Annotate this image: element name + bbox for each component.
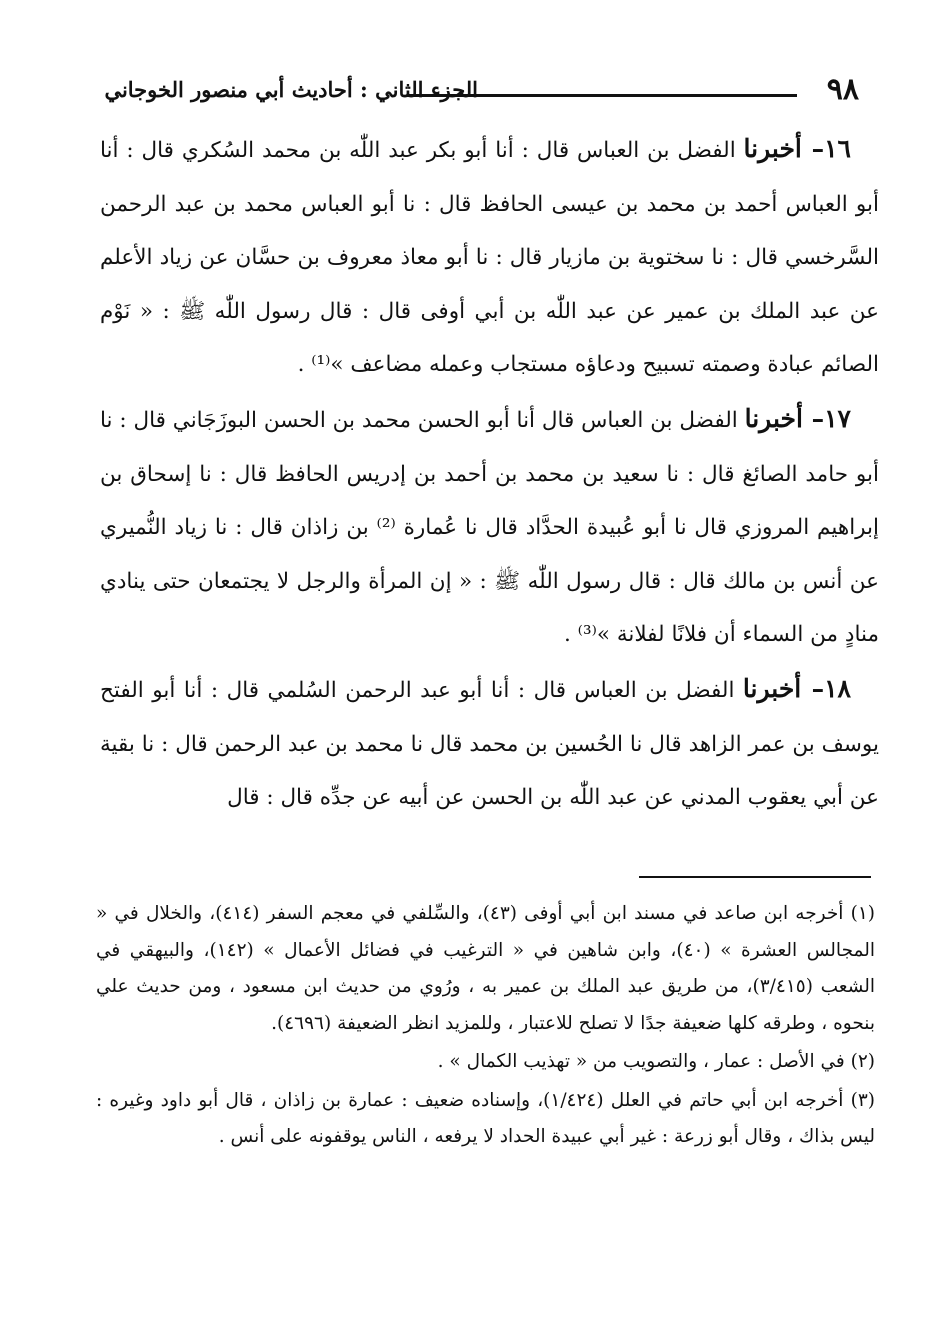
hadith-lead: أخبرنا (743, 134, 802, 163)
hadith-text: الفضل بن العباس قال : أنا أبو بكر عبد اللّٰه بن محمد السُكري قال : أنا أبو العباس أحمد بن محمد بن عيسى الحافظ قال : نا أبو العباس محمد بن عبد الرحمن السَّرخسي قال : نا سختوية بن مازيار قال : نا أبو معاذ معروف بن حسَّان عن زياد الأعلم عن عبد الملك بن عمير عن عبد اللّٰه بن أبي أوفى قال : قال رسول اللّٰه ﷺ : « نَوْم الصائم عبادة وصمته تسبيح ودعاؤه مستجاب وعمله مضاعف »⁽¹⁾ . (100, 138, 879, 378)
hadith-16: ١٦– أخبرنا الفضل بن العباس قال : أنا أبو بكر عبد اللّٰه بن محمد السُكري قال : أنا أبو العباس أحمد بن محمد بن عيسى الحافظ قال : نا أبو العباس محمد بن عبد الرحمن السَّرخسي قال : نا سختوية بن مازيار قال : نا أبو معاذ معروف بن حسَّان عن زياد الأعلم عن عبد الملك بن عمير عن عبد اللّٰه بن أبي أوفى قال : قال رسول اللّٰه ﷺ : « نَوْم الصائم عبادة وصمته تسبيح ودعاؤه مستجاب وعمله مضاعف »⁽¹⁾ . (100, 134, 879, 378)
footnote-text: في الأصل : عمار ، والتصويب من « تهذيب الكمال » . (437, 1051, 845, 1072)
page-number: ٩٨ (826, 72, 859, 107)
footnote-3 (96, 1083, 875, 1156)
hadith-text: الفضل بن العباس قال أنا أبو الحسن محمد بن الحسن البوزَجَاني قال : نا أبو حامد الصائغ قال : نا سعيد بن محمد بن أحمد بن إدريس الحافظ قال : نا إسحاق بن إبراهيم المروزي قال نا أبو عُبيدة الحدَّاد قال نا عُمارة ⁽²⁾ بن زاذان قال : نا زياد النُّميري عن أنس بن مالك قال : قال رسول اللّٰه ﷺ : « إن المرأة والرجل لا يجتمعان حتى ينادي منادٍ من السماء أن فلانًا لفلانة »⁽³⁾ . (100, 407, 879, 648)
running-title: الجزء الثاني : أحاديث أبي منصور الخوجاني (104, 77, 478, 102)
footnote-number: (١) (850, 903, 876, 924)
hadith-text: الفضل بن العباس قال : أنا أبو عبد الرحمن السُلمي قال : أنا أبو الفتح يوسف بن عمر الزاهد قال نا الحُسين بن محمد قال نا محمد بن عبد الرحمن قال : نا بقية عن أبي يعقوب المدني عن عبد اللّٰه بن الحسن عن أبيه عن جدِّه قال : قال (100, 677, 879, 811)
footnote-2 (96, 1044, 875, 1081)
footnote-separator (639, 876, 871, 878)
footnote-1 (96, 896, 875, 1042)
hadith-17: ١٧– أخبرنا الفضل بن العباس قال أنا أبو الحسن محمد بن الحسن البوزَجَاني قال : نا أبو حامد الصائغ قال : نا سعيد بن محمد بن أحمد بن إدريس الحافظ قال : نا إسحاق بن إبراهيم المروزي قال نا أبو عُبيدة الحدَّاد قال نا عُمارة ⁽²⁾ بن زاذان قال : نا زياد النُّميري عن أنس بن مالك قال : قال رسول اللّٰه ﷺ : « إن المرأة والرجل لا يجتمعان حتى ينادي منادٍ من السماء أن فلانًا لفلانة »⁽³⁾ . (100, 403, 879, 648)
footnote-number: (٢) (850, 1051, 875, 1072)
footnote-text: أخرجه ابن صاعد في مسند ابن أبي أوفى (٤٣)، والسِّلفي في معجم السفر (٤١٤)، والخلال في « المجالس العشرة » (٤٠)، وابن شاهين في « الترغيب في فضائل الأعمال » (١٤٢)، والبيهقي في الشعب (٣/٤١٥)، من طريق عبد الملك بن عمير به ، ورُوي من حديث ابن مسعود ، ومن حديث علي بنحوه ، وطرقه كلها ضعيفة جدًا لا تصلح للاعتبار ، وللمزيد انظر الضعيفة (٤٦٩٦). (96, 903, 875, 1034)
hadith-number: ١٦ (824, 134, 851, 163)
footnotes (96, 896, 875, 1156)
hadith-number: ١٧ (824, 403, 851, 433)
hadith-lead: أخبرنا (742, 673, 802, 703)
footnote-text: أخرجه ابن أبي حاتم في العلل (١/٤٢٤)، وإسناده ضعيف : عمارة بن زاذان ، قال أبو داود وغيره : ليس بذاك ، وقال أبو زرعة : غير أبي عبيدة الحداد لا يرفعه ، الناس يوقفونه على أنس . (96, 1089, 875, 1147)
main-text (100, 122, 879, 825)
hadith-number: ١٨ (824, 673, 851, 703)
running-header (104, 68, 859, 112)
hadith-lead: أخبرنا (744, 403, 803, 433)
footnote-number: (٣) (850, 1089, 875, 1111)
hadith-18: ١٨– أخبرنا الفضل بن العباس قال : أنا أبو عبد الرحمن السُلمي قال : أنا أبو الفتح يوسف بن عمر الزاهد قال نا الحُسين بن محمد قال نا محمد بن عبد الرحمن قال : نا بقية عن أبي يعقوب المدني عن عبد اللّٰه بن الحسن عن أبيه عن جدِّه قال : قال (100, 673, 879, 811)
